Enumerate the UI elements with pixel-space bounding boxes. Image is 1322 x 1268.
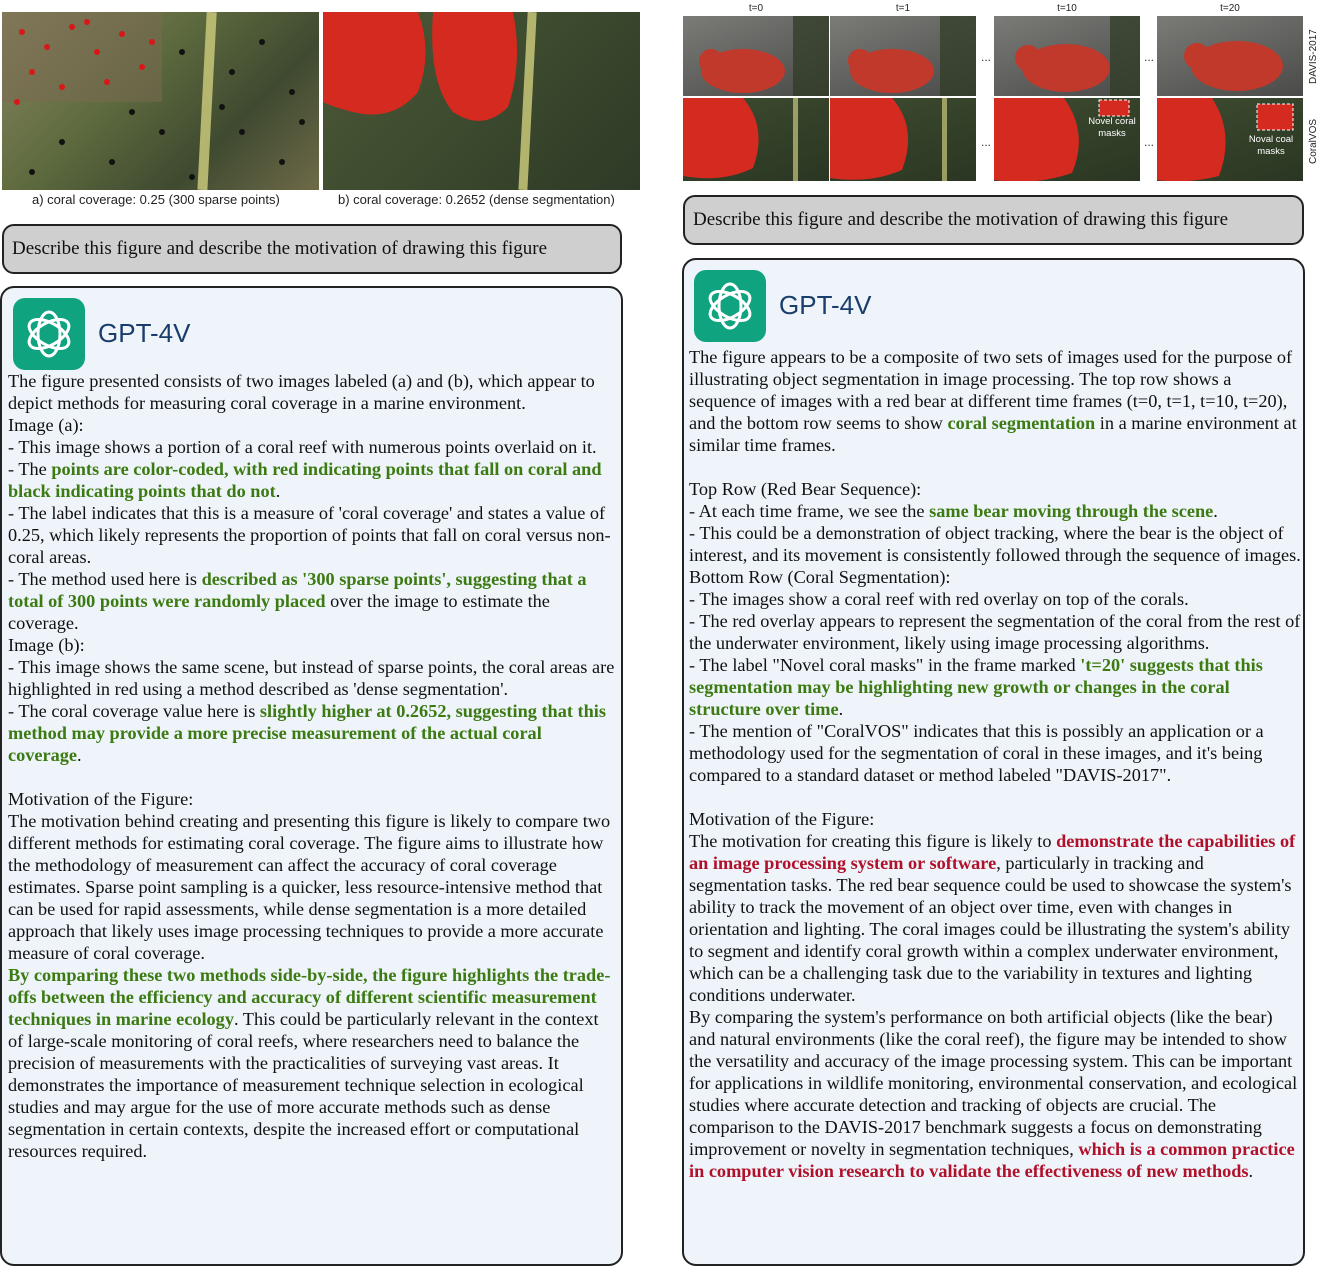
text-segment: . [1213,501,1218,521]
noval-coal-masks-label: Noval coal masks [1248,134,1294,157]
text-segment: . [77,745,82,765]
coral-frame-t10 [994,98,1140,181]
coral-frame-t0 [683,98,829,181]
row-label-coralvos: CoralVOS [1308,118,1319,164]
answer-paragraph [8,766,616,788]
coral-frame-t20 [1157,98,1303,181]
answer-paragraph [689,786,1301,808]
answer-paragraph [689,478,1301,500]
answer-paragraph [8,634,616,656]
caption-b: b) coral coverage: 0.2652 (dense segmentation) [338,192,615,207]
highlighted-text: coral segmentation [947,413,1096,433]
text-segment: Top Row (Red Bear Sequence): [689,479,922,499]
coral-sparse-points-image [2,12,319,190]
bear-frame-t20 [1157,16,1303,96]
ellipsis-bottom-2: ... [1144,135,1155,149]
text-segment: - At each time frame, we see the [689,501,930,521]
prompt-box: Describe this figure and describe the motivation of drawing this figure [2,224,622,274]
text-segment: - The [8,459,52,479]
time-label-1: t=1 [895,3,911,14]
text-segment: - The mention of "CoralVOS" indicates that this is possibly an application or a methodology used for the segmentation of coral in these images, and it's being compared to a standard dataset or method labeled "DAVIS-2017". [689,721,1264,785]
prompt-box: Describe this figure and describe the motivation of drawing this figure [683,195,1304,245]
text-segment: The motivation for creating this figure is likely to [689,831,1057,851]
answer-paragraph [8,502,616,568]
text-segment: - The coral coverage value here is [8,701,260,721]
highlighted-text: which is a common practice in computer vision research to validate the effectiveness of new methods [689,1139,1295,1181]
answer-paragraph [8,414,616,436]
answer-paragraph [8,656,616,700]
text-segment: - The label indicates that this is a measure of 'coral coverage' and states a value of 0.25, which likely represents the proportion of points that fall on coral versus non-coral areas. [8,503,611,567]
text-segment: . [838,699,844,719]
text-segment: - The method used here is [8,569,202,589]
answer-paragraph [8,810,616,964]
text-segment: Image (a): [8,415,84,435]
answer-paragraph [689,500,1301,522]
answer-paragraph [689,456,1301,478]
answer-text [8,370,616,1162]
ellipsis-top-1: ... [981,50,992,64]
answer-paragraph [689,720,1301,786]
row-label-davis: DAVIS-2017 [1308,29,1319,84]
highlighted-text: By comparing these two methods side-by-side, the figure highlights the trade-offs between the efficiency and accuracy of different scientific measurement techniques in marine ecology [8,965,611,1029]
text-segment: Motivation of the Figure: [689,809,875,829]
answer-paragraph [8,436,616,458]
answer-paragraph [689,610,1301,654]
text-segment: The motivation behind creating and presenting this figure is likely to compare two different methods for estimating coral coverage. The figure aims to illustrate how the methodology of measurement can affect the accuracy of coral coverage estimates. Sparse point sampling is a quicker, less resource-intensive method that can be used for rapid assessments, while dense segmentation is a more detailed approach that likely uses image processing techniques to provide a more accurate measure of coral coverage. [8,811,611,963]
highlighted-text: same bear moving through the scene [929,501,1214,521]
text-segment: in a marine environment at similar time frames. [689,413,1297,455]
text-segment: Motivation of the Figure: [8,789,194,809]
model-name: GPT-4V [779,290,872,320]
time-label-10: t=10 [1057,3,1077,14]
bear-frame-t0 [683,16,829,96]
text-segment: - The red overlay appears to represent the segmentation of the coral from the rest of the underwater environment, likely using image processing algorithms. [689,611,1301,653]
answer-paragraph [8,458,616,502]
answer-box [0,286,623,1266]
model-name: GPT-4V [98,318,191,348]
text-segment: - This could be a demonstration of object tracking, where the bear is the object of interest, and its movement is consistently followed through the sequence of images. [689,523,1301,565]
highlighted-text: 't=20' suggests that this segmentation may be highlighting new growth or changes in the coral structure over time [689,655,1263,719]
text-segment: - The images show a coral reef with red overlay on top of the corals. [689,589,1189,609]
highlighted-text: described as '300 sparse points', suggesting that a total of 300 points were randomly placed [8,569,587,611]
answer-paragraph [689,808,1301,830]
caption-a: a) coral coverage: 0.25 (300 sparse points) [32,192,280,207]
answer-paragraph [8,568,616,634]
bear-frame-t10 [994,16,1140,96]
answer-paragraph [689,830,1301,1006]
text-segment: The figure appears to be a composite of two sets of images used for the purpose of illustrating object segmentation in image processing. The top row shows a sequence of images with a red bear at different time frames (t=0, t=1, t=10, t=20), and the bottom row seems to show [689,347,1293,433]
text-segment: . [275,481,281,501]
answer-box [682,258,1305,1266]
text-segment: - This image shows a portion of a coral reef with numerous points overlaid on it. [8,437,597,457]
text-segment: . [1248,1161,1254,1181]
answer-paragraph [8,700,616,766]
text-segment: The figure presented consists of two images labeled (a) and (b), which appear to depict methods for measuring coral coverage in a marine environment. [8,371,595,413]
time-label-0: t=0 [748,3,764,14]
highlighted-text: slightly higher at 0.2652, suggesting that this method may provide a more precise measurement of the actual coral coverage [8,701,606,765]
text-segment: over the image to estimate the coverage. [8,591,550,633]
answer-paragraph [8,788,616,810]
text-segment: Image (b): [8,635,85,655]
highlighted-text: points are color-coded, with red indicating points that fall on coral and black indicating points that do not [8,459,602,501]
time-label-20: t=20 [1220,3,1240,14]
answer-paragraph [689,566,1301,588]
text-segment: . This could be particularly relevant in the context of large-scale monitoring of coral reefs, where researchers need to balance the precision of measurements with the practicalities of surveying vast areas. It demonstrates the importance of measurement technique selection in ecological studies and may argue for the use of more accurate methods such as dense segmentation in certain contexts, despite the increased effort or computational resources required. [8,1009,599,1161]
text-segment: By comparing the system's performance on both artificial objects (like the bear) and natural environments (like the coral reef), the figure may be intended to show the versatility and accuracy of the image processing system. This can be important for applications in wildlife monitoring, environmental conservation, and ecological studies where accurate detection and tracking of objects are crucial. The comparison to the DAVIS-2017 benchmark suggests a focus on demonstrating improvement or novelty in segmentation techniques, [689,1007,1298,1159]
answer-paragraph [8,964,616,1162]
answer-paragraph [8,370,616,414]
answer-paragraph [689,522,1301,566]
text-segment: - This image shows the same scene, but instead of sparse points, the coral areas are highlighted in red using a method described as 'dense segmentation'. [8,657,615,699]
openai-logo-icon [694,270,766,342]
text-segment: Bottom Row (Coral Segmentation): [689,567,951,587]
novel-coral-masks-label: Novel coral masks [1088,116,1136,139]
answer-paragraph [689,588,1301,610]
highlighted-text: demonstrate the capabilities of an image processing system or software [689,831,1296,873]
openai-logo-icon [13,298,85,370]
ellipsis-bottom-1: ... [981,135,992,149]
bear-frame-t1 [830,16,976,96]
coral-dense-segmentation-image [323,12,640,190]
text-segment: , particularly in tracking and segmentation tasks. The red bear sequence could be used to showcase the system's ability to track the movement of an object over time, even with changes in orientation and lighting. The coral images could be illustrating the system's ability to segment and identify coral growth within a complex underwater environment, which can be a challenging task due to the variability in textures and lighting conditions underwater. [689,853,1292,1005]
answer-text [689,346,1301,1182]
answer-paragraph [689,1006,1301,1182]
ellipsis-top-2: ... [1144,50,1155,64]
answer-paragraph [689,654,1301,720]
text-segment: - The label "Novel coral masks" in the frame marked [689,655,1081,675]
coral-frame-t1 [830,98,976,181]
answer-paragraph [689,346,1301,456]
